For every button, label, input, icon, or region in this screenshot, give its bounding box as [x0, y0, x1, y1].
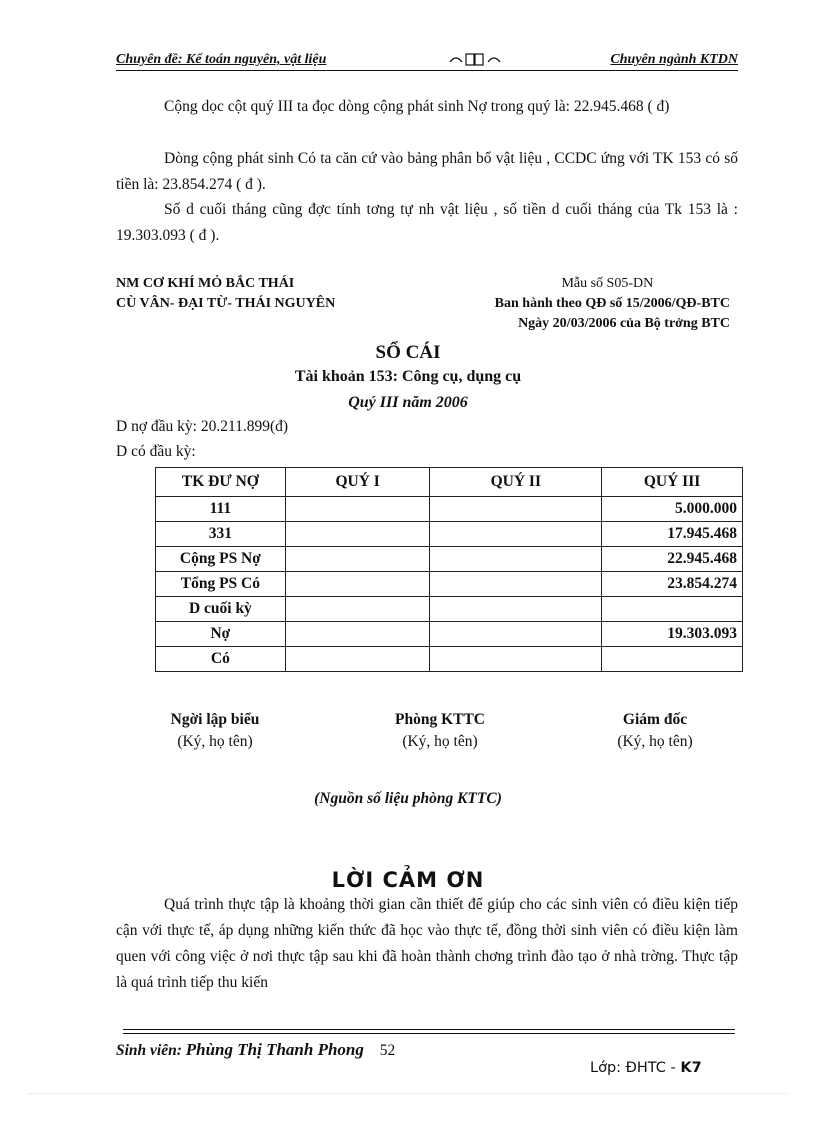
signature-accounting [355, 711, 525, 751]
table-row [156, 497, 743, 522]
cell-q2 [430, 497, 602, 522]
column-header: TK ĐƯ NỢ [156, 468, 286, 497]
form-issued: Ban hành theo QĐ số 15/2006/QĐ-BTC [494, 296, 730, 311]
cell-q2 [430, 647, 602, 672]
data-source-note: (Nguồn số liệu phòng KTTC) [314, 790, 502, 807]
header-major: Chuyên ngành KTDN [610, 52, 738, 67]
intro-paragraph-1 [116, 94, 738, 120]
row-account: Có [156, 647, 286, 672]
header-rule [116, 70, 738, 71]
cell-q3: 5.000.000 [602, 497, 743, 522]
column-header: QUÝ II [430, 468, 602, 497]
table-row [156, 597, 743, 622]
page-header [116, 50, 738, 72]
signature-note: (Ký, họ tên) [617, 733, 693, 750]
header-topic: Chuyên đề: Kế toán nguyên, vật liệu [116, 52, 327, 67]
table-row [156, 572, 743, 597]
ledger-period: Quý III năm 2006 [348, 394, 468, 411]
cell-q1 [285, 622, 430, 647]
cell-q2 [430, 572, 602, 597]
thanks-heading: LỜI CẢM ƠN [331, 868, 485, 892]
book-ornament-icon [446, 50, 504, 70]
ledger-account: Tài khoản 153: Công cụ, dụng cụ [294, 368, 522, 385]
opening-credit: D có đầu kỳ: [116, 443, 196, 460]
intro-paragraph-2 [116, 146, 738, 198]
signature-note: (Ký, họ tên) [402, 733, 478, 750]
cell-q2 [430, 622, 602, 647]
organization-block [116, 274, 335, 314]
class-code: K7 [680, 1060, 702, 1076]
cell-q2 [430, 547, 602, 572]
table-row [156, 622, 743, 647]
row-account: Tổng PS Có [156, 572, 286, 597]
intro-paragraph-3 [116, 197, 738, 249]
cell-q1 [285, 647, 430, 672]
thanks-paragraph [116, 892, 738, 996]
class-label: Lớp: ĐHTC - [590, 1060, 676, 1076]
column-header: QUÝ I [285, 468, 430, 497]
cell-q1 [285, 572, 430, 597]
cell-q3 [602, 597, 743, 622]
ledger-table [155, 467, 743, 672]
table-row [156, 647, 743, 672]
row-account: Cộng PS Nợ [156, 547, 286, 572]
signature-note: (Ký, họ tên) [177, 733, 253, 750]
student-info [116, 1040, 395, 1060]
bottom-dotted-rule [28, 1093, 788, 1094]
student-label: Sinh viên: [116, 1042, 182, 1059]
signature-role: Ngời lập biểu [170, 711, 260, 728]
cell-q1 [285, 547, 430, 572]
cell-q3 [602, 647, 743, 672]
table-row [156, 547, 743, 572]
form-code: Mẫu số S05-DN [561, 276, 654, 291]
cell-q3: 17.945.468 [602, 522, 743, 547]
cell-q3: 19.303.093 [602, 622, 743, 647]
organization-address: CÙ VÂN- ĐẠI TỪ- THÁI NGUYÊN [116, 296, 336, 311]
ledger-title: SỔ CÁI [375, 342, 441, 363]
row-account: 111 [156, 497, 286, 522]
signature-role: Phòng KTTC [394, 711, 485, 728]
form-date: Ngày 20/03/2006 của Bộ trởng BTC [518, 316, 730, 331]
opening-debit: D nợ đầu kỳ: 20.211.899(đ) [116, 418, 289, 435]
cell-q2 [430, 597, 602, 622]
signature-preparer [130, 711, 300, 751]
signature-role: Giám đốc [622, 711, 688, 728]
footer-rule [123, 1029, 735, 1030]
thanks-text: Quá trình thực tập là khoảng thời gian cần thiết để giúp cho các sinh viên có điều kiện tiếp cận với thực tế, áp dụng những kiến thức đã học vào thực tế, đồng thời sinh viên có điều kiện làm quen với công việc ở nơi thực tập sau khi đã hoàn thành chơng trình đào tạo ở nhà trờng. Thực tập là quá trình tiếp thu kiến [116, 896, 738, 991]
row-account: Nợ [156, 622, 286, 647]
footer-rule [123, 1033, 735, 1034]
cell-q1 [285, 497, 430, 522]
signature-director [570, 711, 740, 751]
cell-q1 [285, 522, 430, 547]
intro-text-3: Số d cuối tháng cũng đợc tính tơng tự nh vật liệu , số tiền d cuối tháng của Tk 153 là : 19.303.093 ( đ ). [116, 201, 738, 244]
form-info-block [495, 274, 730, 334]
cell-q1 [285, 597, 430, 622]
cell-q3: 22.945.468 [602, 547, 743, 572]
cell-q3: 23.854.274 [602, 572, 743, 597]
row-account: 331 [156, 522, 286, 547]
intro-text-2: Dòng cộng phát sinh Có ta căn cứ vào bảng phân bổ vật liệu , CCDC ứng với TK 153 có số tiền là: 23.854.274 ( đ ). [116, 150, 738, 193]
ledger-header-row [156, 468, 743, 497]
student-name: Phùng Thị Thanh Phong [185, 1040, 364, 1059]
intro-text-1: Cộng dọc cột quý III ta đọc dòng cộng phát sinh Nợ trong quý là: 22.945.468 ( đ) [164, 98, 670, 115]
table-row [156, 522, 743, 547]
class-info [590, 1060, 702, 1076]
column-header: QUÝ III [602, 468, 743, 497]
organization-name: NM CƠ KHÍ MỎ BẮC THÁI [116, 276, 295, 291]
cell-q2 [430, 522, 602, 547]
page-number: 52 [379, 1042, 396, 1059]
row-account: D cuối kỳ [156, 597, 286, 622]
